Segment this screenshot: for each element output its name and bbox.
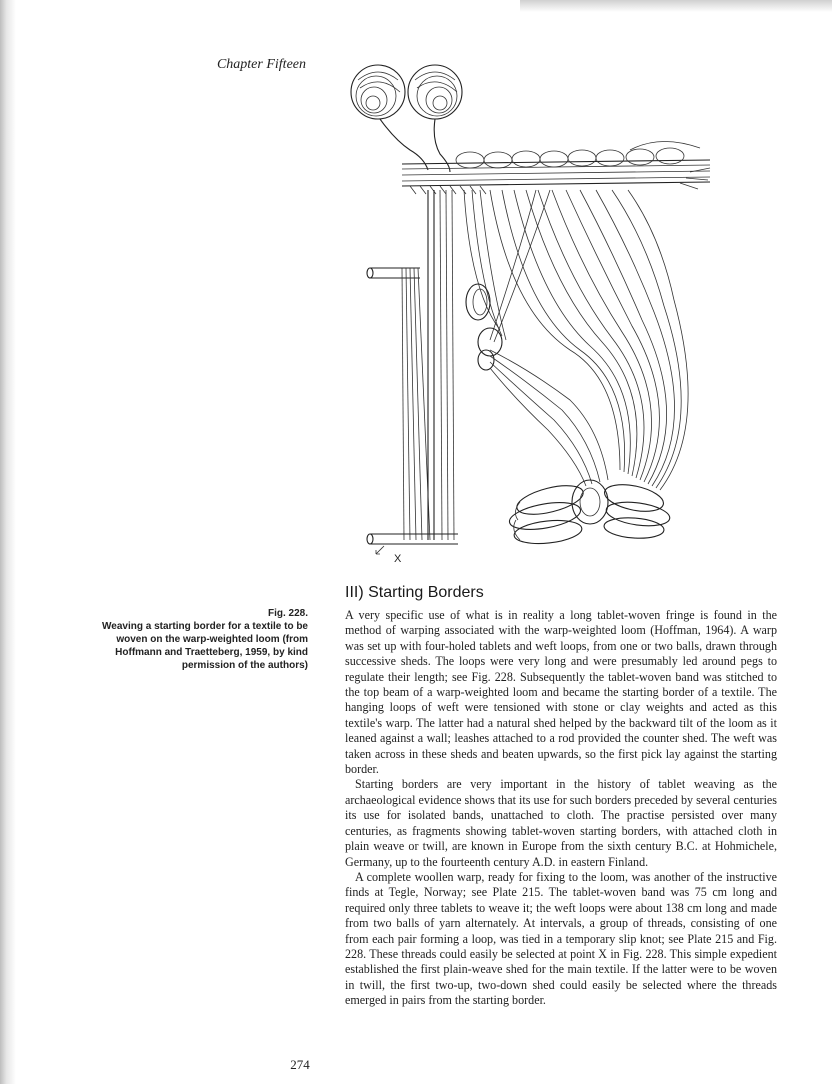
loom-peg-bottom xyxy=(367,534,458,544)
paragraph: A very specific use of what is in reality a long tablet-woven fringe is found in the method of warping associated with the warp-weighted loom (Hoffman, 1964). A warp was set up with four-holed tablets and weft loops, from one or two balls, drawn through successive sheds. The loops were very long and were presumably led around pegs to regulate their length; see Fig. 228. Subsequently the tablet-woven band was stitched to the top beam of a warp-weighted loom and became the starting border of a textile. The hanging loops of weft were tensioned with stone or clay weights and acted as this textile's warp. The latter had a natural shed helped by the backward tilt of the loom as it leaned against a wall; leashes attached to a rod provided the counter shed. The weft was taken across in these sheds and beaten upwards, so the first pick lay against the starting border. xyxy=(345,608,777,777)
figure-caption-text: Weaving a starting border for a textile to be woven on the warp-weighted loom (from Hoffmann and Traetteberg, 1959, by kind permission of the authors) xyxy=(102,621,308,671)
weft-loops xyxy=(464,190,688,490)
paragraph: Starting borders are very important in the history of tablet weaving as the archaeological evidence shows that its use for such borders preceded by several centuries its use for isolated bands, unattached to cloth. The practise persisted over many centuries, as fragments showing tablet-woven starting borders, with attached cloth in plain weave or twill, are known in Europe from the sixth century B.C. at Hohmichele, Germany, up to the fourteenth century A.D. in eastern Finland. xyxy=(345,777,777,869)
warp-threads-straight xyxy=(402,190,454,540)
section-heading: III) Starting Borders xyxy=(345,584,484,601)
figure-number: Fig. 228. xyxy=(267,608,308,619)
slip-knot-bundle xyxy=(507,480,671,546)
page-gutter-shadow xyxy=(0,0,16,1084)
tablet-woven-band xyxy=(402,141,710,194)
page-number: 274 xyxy=(290,1057,310,1072)
page-top-shadow xyxy=(520,0,832,12)
yarn-ball-left xyxy=(351,65,405,119)
figure-228-illustration xyxy=(340,50,720,570)
slip-knot-small xyxy=(466,284,608,486)
paragraph: A complete woollen warp, ready for fixing to the loom, was another of the instructive finds at Tegle, Norway; see Plate 215. The tablet-woven band was 75 cm long and required only three tablets to weave it; the weft loops were about 138 cm long and made from two balls of yarn alternately. At intervals, a group of threads, consisting of one from each pair forming a loop, was tied in a temporary slip knot; see Plate 215 and Fig. 228. These threads could easily be selected at point X in Fig. 228. This simple expedient established the first plain-weave shed for the main textile. If the latter were to be woven in twill, the first two-up, two-down shed could easily be selected where the threads emerged in pairs from the starting border. xyxy=(345,869,777,1008)
point-x-label: X xyxy=(394,553,402,565)
point-x-marker xyxy=(376,546,402,565)
loom-peg-top xyxy=(367,268,420,278)
body-text xyxy=(345,608,777,1009)
yarn-ball-right xyxy=(408,65,462,119)
figure-caption xyxy=(98,607,308,672)
running-head: Chapter Fifteen xyxy=(216,57,306,72)
